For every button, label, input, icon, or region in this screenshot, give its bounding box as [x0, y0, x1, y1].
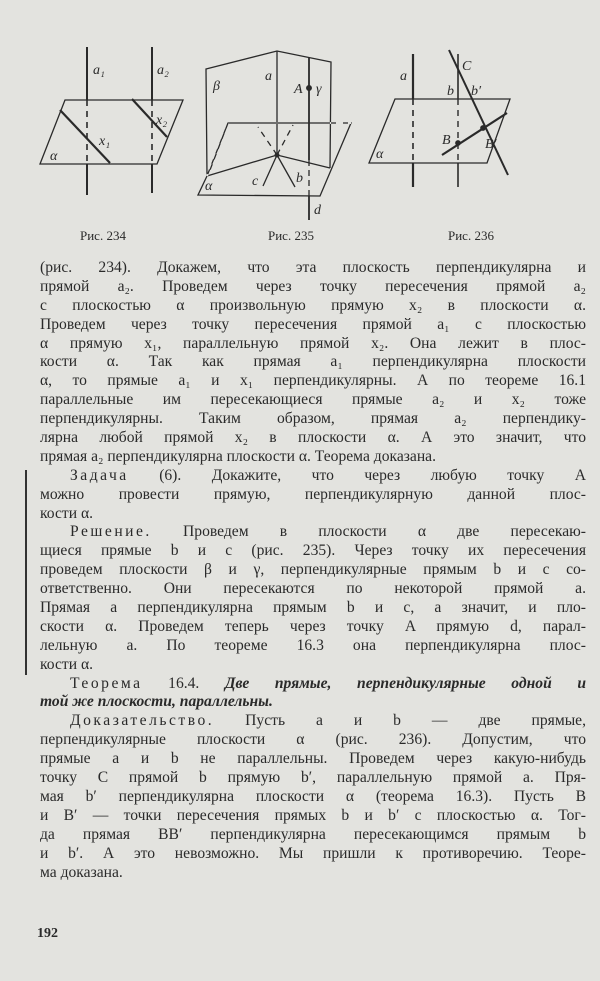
solution-text: Проведем в плоскости α две пересекаю- — [183, 523, 586, 541]
text-line: Проведем через точку пересечения прямой a₁ с плоскостью — [40, 315, 586, 333]
theorem-heading: Теорема — [70, 674, 143, 692]
label-a2: a₂ — [157, 63, 169, 78]
task-paragraph — [40, 467, 586, 524]
figure-caption-235: Рис. 235 — [268, 228, 314, 243]
label-b-prime: b′ — [471, 84, 482, 99]
label-a: a — [400, 69, 407, 84]
label-C: C — [462, 59, 472, 74]
page-number: 192 — [37, 926, 58, 941]
theorem-statement: Две прямые, перпендикулярные одной и — [224, 674, 586, 692]
label-x1: x₁ — [99, 134, 111, 149]
theorem-number: 16.4. — [168, 674, 200, 692]
text-line: и b′. А это невозможно. Мы пришли к противоречию. Теоре- — [40, 844, 586, 862]
label-d: d — [314, 203, 321, 218]
text-line: лярна любой прямой x₂ в плоскости α. А это значит, что — [40, 429, 586, 447]
label-beta: β — [213, 79, 220, 94]
text-line: кости α. — [40, 504, 94, 522]
text-line — [40, 712, 586, 731]
label-B-prime: B′ — [485, 137, 497, 152]
label-b: b — [296, 171, 303, 186]
task-heading: Задача — [70, 466, 129, 484]
task-text: (6). Докажите, что через любую точку A — [159, 466, 586, 484]
figure-caption-236: Рис. 236 — [448, 228, 494, 243]
text-line: (рис. 234). Докажем, что эта плоскость перпендикулярна и — [40, 259, 586, 276]
text-line: скости α. Проведем теперь через точку A прямую d, парал- — [40, 617, 586, 635]
proof-text: Пусть a и b — две прямые, — [245, 712, 586, 730]
proof-heading: Доказательство. — [70, 712, 215, 730]
text-line: мая b′ перпендикулярна плоскости α (теорема 16.3). Пусть B — [40, 787, 586, 805]
text-line: с плоскостью α произвольную прямую x₂ в плоскости α. — [40, 296, 586, 314]
figure-caption-234: Рис. 234 — [80, 228, 126, 243]
text-line: прямая a₂ перпендикулярна плоскости α. Теорема доказана. — [40, 447, 436, 465]
text-line: параллельные им пересекающиеся прямые a₂ и x₂ тоже — [40, 391, 586, 409]
label-alpha: α — [205, 179, 213, 194]
body-text — [40, 259, 586, 882]
theorem-paragraph — [40, 675, 586, 713]
text-line: ответственно. Они пересекаются по некоторой прямой a. — [40, 580, 586, 598]
text-line: перпендикулярны. Таким образом, прямая a₂ перпендику- — [40, 410, 586, 428]
theorem-statement: той же плоскости, параллельны. — [40, 693, 273, 711]
solution-heading: Решение. — [70, 523, 152, 541]
figure-236 — [369, 50, 510, 187]
label-alpha: α — [50, 149, 58, 164]
text-line: можно провести прямую, перпендикулярную данной плос- — [40, 485, 586, 503]
paragraph-proof-end — [40, 259, 586, 467]
figures — [0, 0, 600, 226]
text-line: и B′ — точки пересечения прямых b и b′ с плоскостью α. Тог- — [40, 806, 586, 824]
figure-235 — [198, 51, 351, 220]
label-b: b — [447, 84, 454, 99]
text-line: да прямая BB′ перпендикулярна пересекающимся прямым b — [40, 825, 586, 843]
text-line — [40, 467, 586, 486]
label-alpha: α — [376, 147, 384, 162]
text-line: кости α. Так как прямая a₁ перпендикулярна плоскости — [40, 353, 586, 371]
label-c: c — [252, 174, 259, 189]
text-line — [40, 693, 586, 712]
label-A: A — [294, 82, 303, 97]
margin-bar — [25, 470, 27, 675]
text-line: ма доказана. — [40, 863, 123, 881]
text-line: прямые a и b не параллельны. Проведем через какую-нибудь — [40, 750, 586, 768]
text-line: лельную a. По теореме 16.3 она перпендикулярна плос- — [40, 636, 586, 654]
text-line: точку C прямой b прямую b′, параллельную прямой a. Пря- — [40, 769, 586, 787]
label-x2: x₂ — [156, 113, 168, 128]
text-line: щиеся прямые b и c (рис. 235). Через точку их пересечения — [40, 542, 586, 560]
proof-paragraph — [40, 712, 586, 882]
text-line: перпендикулярные плоскости α (рис. 236). Допустим, что — [40, 731, 586, 749]
solution-paragraph — [40, 523, 586, 674]
text-line: прямой a₂. Проведем через точку пересечения прямой a₂ — [40, 277, 586, 295]
text-line: α, то прямые a₁ и x₁ перпендикулярны. А по теореме 16.1 — [40, 372, 586, 390]
label-gamma: γ — [316, 82, 322, 97]
text-line — [40, 523, 586, 542]
label-a: a — [265, 69, 272, 84]
label-a1: a₁ — [93, 63, 105, 78]
label-B: B — [442, 133, 451, 148]
text-line: кости α. — [40, 655, 94, 673]
text-line — [40, 675, 586, 694]
text-line: Прямая a перпендикулярна прямым b и c, а значит, и пло- — [40, 599, 586, 617]
text-line: α прямую x₁, параллельную прямой x₂. Она лежит в плос- — [40, 334, 586, 352]
text-line: проведем плоскости β и γ, перпендикулярные прямым b и c со- — [40, 561, 586, 579]
